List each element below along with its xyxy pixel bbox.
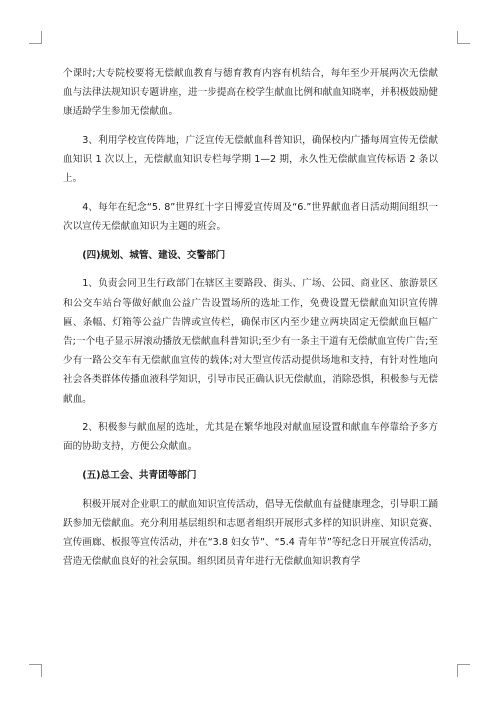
paragraph-item-1-billboards: 1、负责会同卫生行政部门在辖区主要路段、街头、广场、公园、商业区、旅游景区和公交车站台等做好献血公益广告设置场所的选址工作，免费设置无偿献血知识宣传牌匾、条幅、灯箱等公益广告牌或宣传栏，确保市区内至少建立两块固定无偿献血巨幅广告;一个电子显示屏滚动播放无偿献血科普知识;至少有一条主干道有无偿献血宣传广告;至少有一路公交车有无偿献血宣传的载体;对大型宣传活动提供场地和支持，有针对性地向社会各类群体传播血液科学知识，引导市民正确认识无偿献血，消除恐惧，积极参与无偿献血。 bbox=[63, 278, 438, 405]
document-body bbox=[63, 64, 438, 581]
section-heading-trade-union-youth-league: (五)总工会、共青团等部门 bbox=[82, 470, 197, 481]
paragraph-item-2-donation-house: 2、积极参与献血屋的选址，尤其是在繁华地段对献血屋设置和献血车停靠给予多方面的协助支持，方便公众献血。 bbox=[63, 422, 438, 453]
paragraph-workers-publicity: 积极开展对企业职工的献血知识宣传活动，倡导无偿献血有益健康理念，引导职工踊跃参加无偿献血。充分利用基层组织和志愿者组织开展形式多样的知识讲座、知识竞赛、宣传画廊、板报等宣传活动，并在“3.8 妇女节”、“5.4 青年节”等纪念日开展宣传活动，营造无偿献血良好的社会氛围。组织团员青年进行无偿献血知识教育学 bbox=[63, 498, 438, 568]
section-heading-planning-departments: (四)规划、城管、建设、交警部门 bbox=[82, 249, 226, 261]
crop-mark-top-left bbox=[29, 31, 42, 44]
crop-mark-top-right bbox=[457, 31, 470, 44]
crop-mark-bottom-right bbox=[457, 664, 470, 677]
paragraph-item-3-school-publicity: 3、利用学校宣传阵地，广泛宣传无偿献血科普知识，确保校内广播每周宣传无偿献血知识 1 次以上，无偿献血知识专栏每学期 1—2 期，永久性无偿献血宣传标语 2 条以上。 bbox=[63, 135, 438, 185]
paragraph-schools-lectures: 个课时;大专院校要将无偿献血教育与德育教育内容有机结合，每年至少开展两次无偿献血与法律法规知识专题讲座，进一步提高在校学生献血比例和献血知晓率，并积极鼓励健康适龄学生参加无偿献血。 bbox=[63, 68, 438, 118]
crop-mark-bottom-left bbox=[29, 664, 42, 677]
paragraph-item-4-class-meeting: 4、每年在纪念“5. 8”世界红十字日博爱宣传周及“6.”世界献血者日活动期间组织一次以宣传无偿献血知识为主题的班会。 bbox=[63, 202, 438, 233]
